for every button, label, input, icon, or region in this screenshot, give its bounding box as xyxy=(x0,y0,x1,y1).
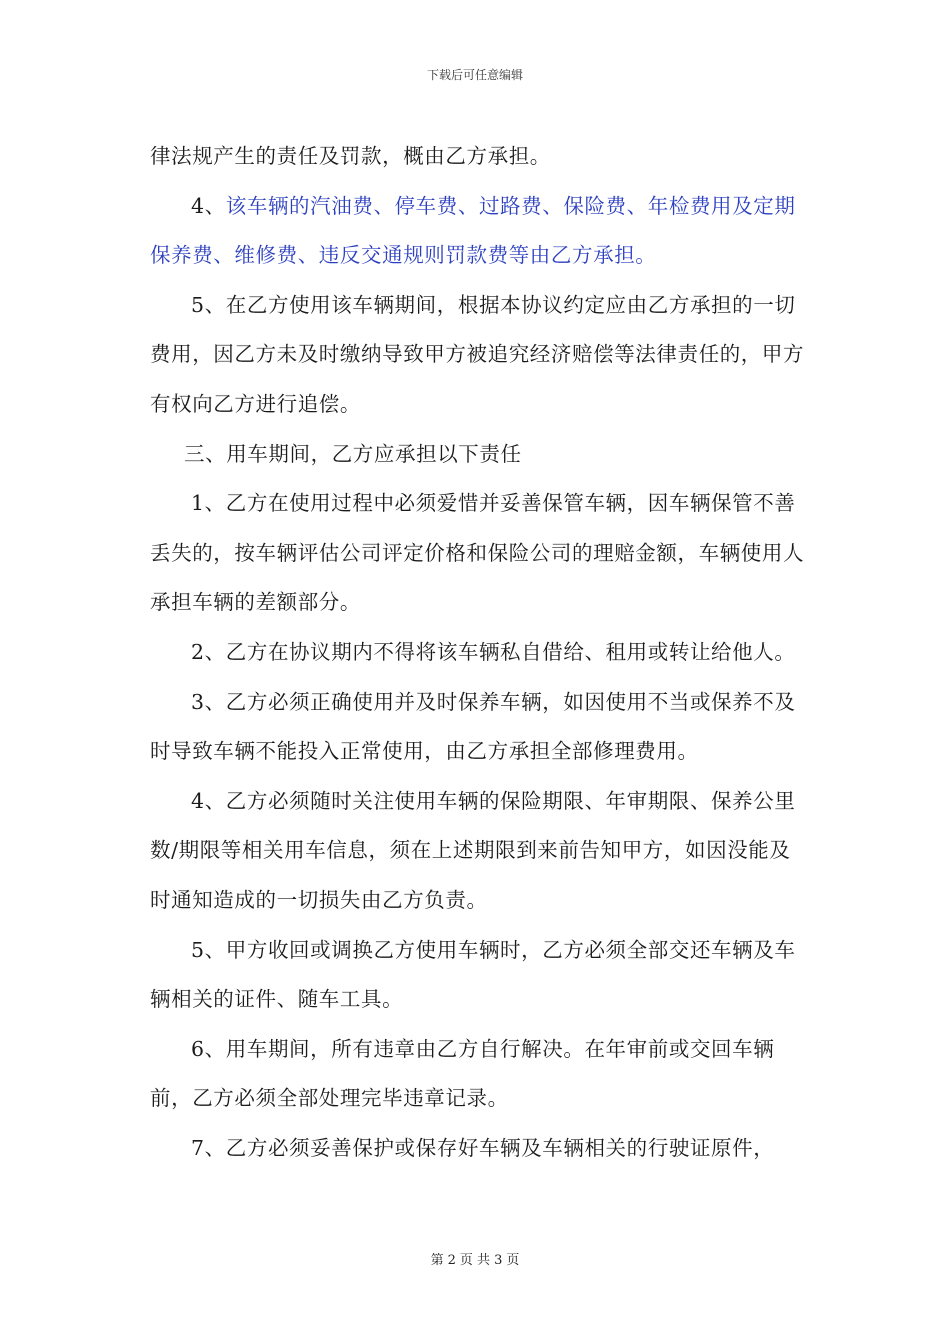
paragraph-duty-7: 7、乙方必须妥善保护或保存好车辆及车辆相关的行驶证原件， xyxy=(191,1135,775,1160)
total-page-number: 3 xyxy=(494,1253,503,1268)
highlighted-text: 该车辆的汽油费、停车费、过路费、保险费、年检费用及定期保养费、维修费、违反交通规则罚款费等由乙方承担。 xyxy=(150,193,796,268)
section-heading-3: 三、用车期间，乙方应承担以下责任 xyxy=(184,441,522,466)
paragraph-duty-2: 2、乙方在协议期内不得将该车辆私自借给、租用或转让给他人。 xyxy=(191,639,796,664)
paragraph-continuation: 律法规产生的责任及罚款，概由乙方承担。 xyxy=(150,144,551,168)
paragraph-duty-4: 4、乙方必须随时关注使用车辆的保险期限、年审期限、保养公里数/期限等相关用车信息，须在上述期限到来前告知甲方，如因没能及时通知造成的一切损失由乙方负责。 xyxy=(150,788,796,912)
paragraph-fees-highlighted xyxy=(150,182,810,281)
paragraph-duty-6: 6、用车期间，所有违章由乙方自行解决。在年审前或交回车辆前，乙方必须全部处理完毕违章记录。 xyxy=(150,1036,775,1111)
page-header: 下载后可任意编辑 xyxy=(426,68,523,82)
paragraph-duty-5: 5、甲方收回或调换乙方使用车辆时，乙方必须全部交还车辆及车辆相关的证件、随车工具。 xyxy=(150,937,796,1012)
current-page-number: 2 xyxy=(447,1253,456,1268)
item-number: 4、 xyxy=(191,193,226,218)
document-body xyxy=(150,132,810,1173)
paragraph-item-5: 5、在乙方使用该车辆期间，根据本协议约定应由乙方承担的一切费用，因乙方未及时缴纳导致甲方被追究经济赔偿等法律责任的，甲方有权向乙方进行追偿。 xyxy=(150,292,805,416)
paragraph-duty-1: 1、乙方在使用过程中必须爱惜并妥善保管车辆，因车辆保管不善丢失的，按车辆评估公司评定价格和保险公司的理赔金额，车辆使用人承担车辆的差额部分。 xyxy=(150,491,805,615)
page-footer: 第 2 页 共 3 页 xyxy=(430,1253,520,1268)
paragraph-duty-3: 3、乙方必须正确使用并及时保养车辆，如因使用不当或保养不及时导致车辆不能投入正常使用，由乙方承担全部修理费用。 xyxy=(150,689,796,764)
